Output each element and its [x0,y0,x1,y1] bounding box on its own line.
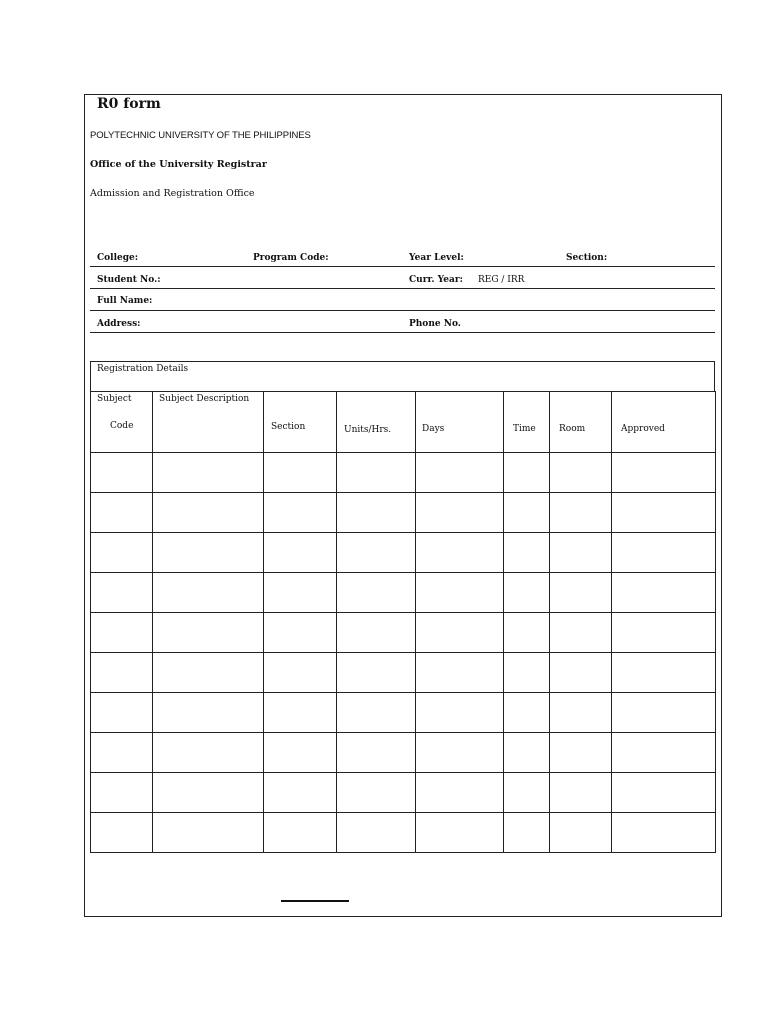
table-cell[interactable] [153,533,264,573]
phone-no-label: Phone No. [409,319,461,329]
curr-year-label: Curr. Year: [409,275,463,285]
table-cell[interactable] [153,453,264,493]
col-days [416,392,504,453]
table-cell[interactable] [612,573,716,613]
table-cell[interactable] [416,613,504,653]
table-cell[interactable] [612,493,716,533]
table-row [91,573,716,613]
table-cell[interactable] [550,573,612,613]
table-cell[interactable] [91,693,153,733]
year-level-label: Year Level: [409,253,464,263]
table-cell[interactable] [153,573,264,613]
table-cell[interactable] [264,453,337,493]
table-cell[interactable] [416,653,504,693]
table-cell[interactable] [337,613,416,653]
col-time-label: Time [513,424,536,434]
table-cell[interactable] [612,533,716,573]
table-cell[interactable] [91,653,153,693]
student-no-label: Student No.: [97,275,161,285]
table-row [91,693,716,733]
table-cell[interactable] [550,693,612,733]
table-cell[interactable] [416,453,504,493]
table-cell[interactable] [504,813,550,853]
table-cell[interactable] [504,693,550,733]
full-name-label: Full Name: [97,296,153,306]
address-label: Address: [97,319,141,329]
table-cell[interactable] [504,573,550,613]
university-name: POLYTECHNIC UNIVERSITY OF THE PHILIPPINES [90,130,311,141]
table-cell[interactable] [153,733,264,773]
table-cell[interactable] [416,813,504,853]
table-cell[interactable] [264,733,337,773]
table-cell[interactable] [153,773,264,813]
table-cell[interactable] [337,573,416,613]
table-cell[interactable] [264,493,337,533]
table-cell[interactable] [264,813,337,853]
table-cell[interactable] [612,733,716,773]
table-cell[interactable] [91,613,153,653]
col-units [337,392,416,453]
table-cell[interactable] [504,613,550,653]
table-cell[interactable] [91,533,153,573]
curr-year-value: REG / IRR [478,275,525,285]
student-no-line[interactable] [90,288,715,289]
table-cell[interactable] [550,453,612,493]
col-subject-code-line2: Code [110,421,134,431]
table-header-row [91,392,716,453]
table-cell[interactable] [337,773,416,813]
table-cell[interactable] [504,453,550,493]
form-title: R0 form [97,96,161,112]
col-section-label: Section [271,422,306,432]
table-cell[interactable] [337,733,416,773]
table-cell[interactable] [504,493,550,533]
table-cell[interactable] [264,773,337,813]
college-label: College: [97,253,139,263]
table-cell[interactable] [337,453,416,493]
table-cell[interactable] [416,573,504,613]
table-cell[interactable] [612,653,716,693]
col-room-label: Room [559,424,586,434]
col-section [264,392,337,453]
table-row [91,733,716,773]
table-cell[interactable] [153,613,264,653]
table-cell[interactable] [504,773,550,813]
table-cell[interactable] [612,813,716,853]
table-cell[interactable] [337,813,416,853]
table-cell[interactable] [612,613,716,653]
table-cell[interactable] [264,533,337,573]
table-cell[interactable] [550,493,612,533]
table-cell[interactable] [612,693,716,733]
table-cell[interactable] [550,653,612,693]
table-cell[interactable] [612,773,716,813]
table-cell[interactable] [337,693,416,733]
table-cell[interactable] [264,573,337,613]
col-units-label: Units/Hrs. [344,425,392,435]
table-cell[interactable] [337,653,416,693]
table-cell[interactable] [91,733,153,773]
table-row [91,533,716,573]
table-cell[interactable] [550,613,612,653]
col-time [504,392,550,453]
col-subject-description-label: Subject Description [159,394,250,404]
table-cell[interactable] [504,653,550,693]
table-cell[interactable] [416,733,504,773]
table-row [91,453,716,493]
col-subject-code [91,392,153,453]
registration-header [90,361,715,392]
table-cell[interactable] [337,533,416,573]
section-label: Section: [566,253,608,263]
col-room [550,392,612,453]
col-subject-description [153,392,264,453]
table-cell[interactable] [153,693,264,733]
table-cell[interactable] [91,813,153,853]
col-subject-code-line1: Subject [97,394,132,404]
table-row [91,773,716,813]
table-cell[interactable] [91,453,153,493]
table-row [91,613,716,653]
program-code-label: Program Code: [253,253,329,263]
table-cell[interactable] [264,653,337,693]
table-cell[interactable] [416,773,504,813]
table-cell[interactable] [337,493,416,533]
table-cell[interactable] [416,493,504,533]
table-cell[interactable] [550,533,612,573]
table-cell[interactable] [91,773,153,813]
col-approved [612,392,716,453]
full-name-line[interactable] [90,310,715,311]
table-cell[interactable] [504,733,550,773]
table-cell[interactable] [550,813,612,853]
table-cell[interactable] [264,693,337,733]
signature-line [281,900,349,902]
table-cell[interactable] [612,453,716,493]
college-line[interactable] [90,266,715,267]
table-cell[interactable] [264,613,337,653]
table-cell[interactable] [550,773,612,813]
table-cell[interactable] [504,533,550,573]
table-cell[interactable] [153,653,264,693]
table-row [91,653,716,693]
office-name: Office of the University Registrar [90,159,267,170]
table-cell[interactable] [153,813,264,853]
table-cell[interactable] [416,693,504,733]
table-cell[interactable] [91,493,153,533]
address-line[interactable] [90,332,715,333]
table-cell[interactable] [153,493,264,533]
table-row [91,813,716,853]
col-days-label: Days [422,424,445,434]
registration-title: Registration Details [97,364,189,374]
table-cell[interactable] [416,533,504,573]
department-name: Admission and Registration Office [90,188,255,199]
table-cell[interactable] [550,733,612,773]
table-cell[interactable] [91,573,153,613]
registration-table [90,391,716,853]
col-approved-label: Approved [621,424,665,434]
table-row [91,493,716,533]
